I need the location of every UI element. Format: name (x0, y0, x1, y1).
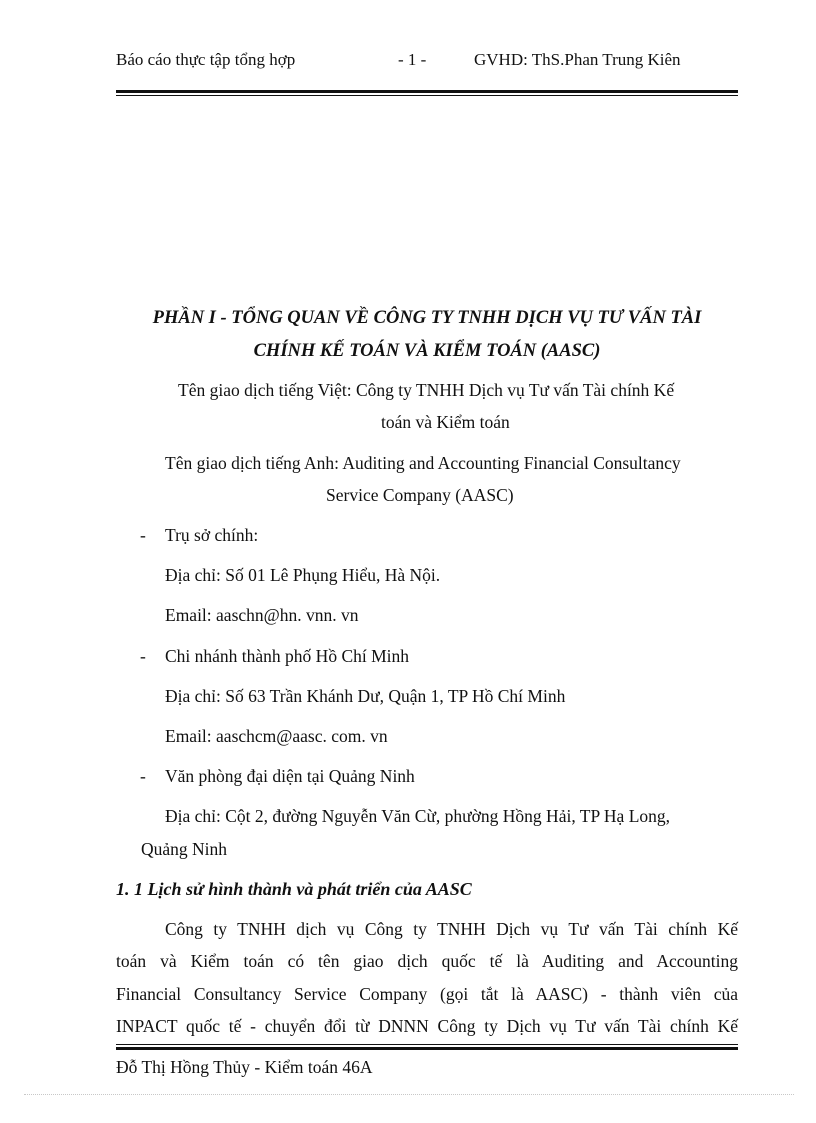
part-heading-line-2: CHÍNH KẾ TOÁN VÀ KIỂM TOÁN (AASC) (253, 341, 601, 361)
page-bottom-dotted-edge (24, 1094, 794, 1095)
bullet-dash: - (140, 646, 146, 666)
quang-ninh-office-title: Văn phòng đại diện tại Quảng Ninh (165, 766, 415, 786)
bullet-dash: - (140, 766, 146, 786)
section-title: 1. 1 Lịch sử hình thành và phát triển của AASC (116, 879, 472, 899)
hcm-branch-address: Địa chỉ: Số 63 Trần Khánh Dư, Quận 1, TP Hồ Chí Minh (165, 686, 566, 706)
header-report-title: Báo cáo thực tập tổng hợp (116, 50, 296, 69)
vietnamese-name-line-1: Tên giao dịch tiếng Việt: Công ty TNHH Dịch vụ Tư vấn Tài chính Kế (178, 380, 675, 400)
header-page-number: - 1 - (398, 50, 427, 69)
quang-ninh-address-line-2: Quảng Ninh (141, 839, 228, 859)
head-office-email: Email: aaschn@hn. vnn. vn (165, 605, 359, 625)
paragraph-line-3: Financial Consultancy Service Company (gọi tắt là AASC) - thành viên của (116, 984, 738, 1004)
english-name-line-2: Service Company (AASC) (326, 485, 514, 505)
paragraph-line-1: Công ty TNHH dịch vụ Công ty TNHH Dịch vụ Tư vấn Tài chính Kế (165, 919, 738, 939)
hcm-branch-title: Chi nhánh thành phố Hồ Chí Minh (165, 646, 410, 666)
quang-ninh-address-line-1: Địa chỉ: Cột 2, đường Nguyễn Văn Cừ, phường Hồng Hải, TP Hạ Long, (165, 806, 671, 826)
hcm-branch-email: Email: aaschcm@aasc. com. vn (165, 726, 388, 746)
bullet-dash: - (140, 525, 146, 545)
head-office-address: Địa chỉ: Số 01 Lê Phụng Hiểu, Hà Nội. (165, 565, 441, 585)
page-footer-author: Đỗ Thị Hồng Thủy - Kiểm toán 46A (116, 1057, 373, 1077)
footer-rule-thin (116, 1044, 738, 1045)
header-rule-thin (116, 95, 738, 96)
page-header (116, 48, 738, 72)
english-name-line-1: Tên giao dịch tiếng Anh: Auditing and Accounting Financial Consultancy (165, 453, 681, 473)
header-rule-thick (116, 90, 738, 93)
footer-rule-thick (116, 1047, 738, 1050)
part-heading-line-1: PHẦN I - TỔNG QUAN VỀ CÔNG TY TNHH DỊCH VỤ TƯ VẤN TÀI (152, 308, 702, 328)
paragraph-line-4: INPACT quốc tế - chuyển đổi từ DNNN Công ty Dịch vụ Tư vấn Tài chính Kế (116, 1016, 738, 1036)
paragraph-line-2: toán và Kiểm toán có tên giao dịch quốc tế là Auditing and Accounting (116, 951, 738, 971)
head-office-title: Trụ sở chính: (165, 525, 259, 545)
header-supervisor: GVHD: ThS.Phan Trung Kiên (474, 50, 681, 69)
vietnamese-name-line-2: toán và Kiểm toán (381, 412, 510, 432)
